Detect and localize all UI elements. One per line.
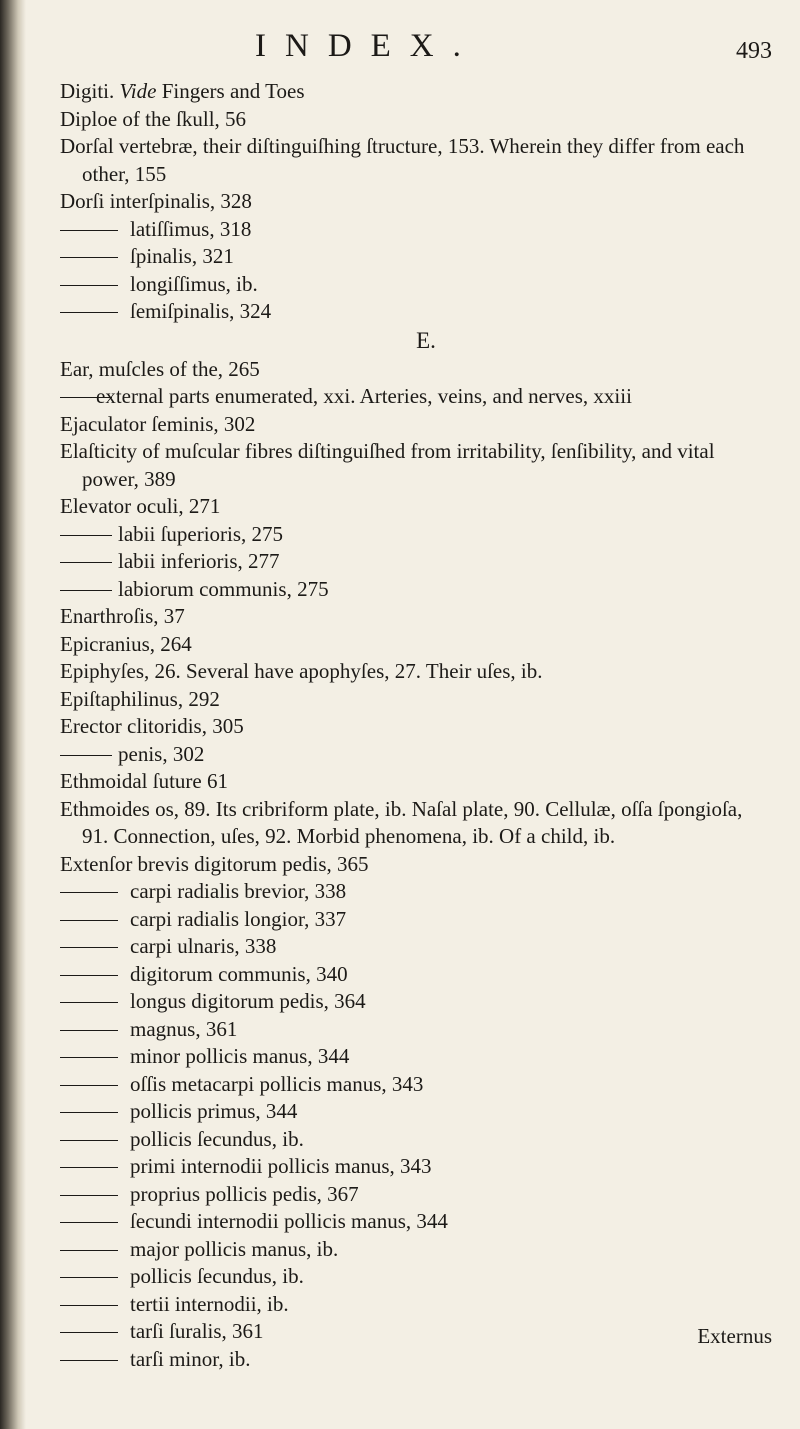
entry-diploe: Diploe of the ſkull, 56 [60,106,247,131]
entry-epicranius: Epicranius, 264 [60,631,192,656]
subentry-erector: penis, 302 [60,741,772,769]
letter-heading-e: E. [416,327,436,353]
entry-ethmoides-os: Ethmoides os, 89. Its cribriform plate, ib. Naſal plate, 90. Cellulæ, oſſa ſpongioſa, 91. Connection, uſes, 92. Morbid phenomena, ib. Of a child, ib. [60,796,743,848]
ditto-dash [60,230,118,231]
subentry-extensor: pollicis primus, 344 [60,1098,772,1126]
ditto-dash [60,1277,118,1278]
subentry-extensor: carpi radialis brevior, 338 [60,878,772,906]
ditto-dash [60,975,118,976]
page-title: INDEX. [255,28,480,64]
subentry-extensor: carpi radialis longior, 337 [60,906,772,934]
subentry-extensor: digitorum communis, 340 [60,961,772,989]
subentry-elevator: labii inferioris, 277 [60,548,772,576]
ditto-dash [60,1030,118,1031]
index-page [60,18,772,1398]
ditto-dash [60,920,118,921]
subentry-extensor: oſſis metacarpi pollicis manus, 343 [60,1071,772,1099]
ditto-dash [60,1057,118,1058]
ditto-dash [60,947,118,948]
subentry-elevator: labii ſuperioris, 275 [60,521,772,549]
ditto-dash [60,1250,118,1251]
subentry-dorsi: latiſſimus, 318 [60,216,772,244]
entry-epiphyses: Epiphyſes, 26. Several have apophyſes, 27. Their uſes, ib. [60,659,543,683]
ditto-dash [60,285,118,286]
ditto-dash [60,1085,118,1086]
subentry-extensor: major pollicis manus, ib. [60,1236,772,1264]
ditto-dash [60,535,112,536]
ditto-dash [60,1195,118,1196]
subentry-extensor: magnus, 361 [60,1016,772,1044]
entry-digiti: Digiti. Vide Fingers and Toes [60,79,305,103]
subentry-extensor: longus digitorum pedis, 364 [60,988,772,1016]
subentry-extensor: primi internodii pollicis manus, 343 [60,1153,772,1181]
entry-erector-clitoridis: Erector clitoridis, 305 [60,714,244,738]
subentry-extensor: ſecundi internodii pollicis manus, 344 [60,1208,772,1236]
subentry-ear: external parts enumerated, xxi. Arteries, veins, and nerves, xxiii [60,383,772,411]
entry-dorsi-interspinalis: Dorſi interſpinalis, 328 [60,189,252,213]
ditto-dash [60,312,118,313]
entry-enarthrosis: Enarthroſis, 37 [60,604,185,628]
ditto-dash [60,1167,118,1168]
subentry-extensor: proprius pollicis pedis, 367 [60,1181,772,1209]
ditto-dash [60,1140,118,1141]
ditto-dash [60,397,112,398]
subentry-dorsi: ſpinalis, 321 [60,243,772,271]
catchword: Externus [697,1324,772,1348]
ditto-dash [60,1360,118,1361]
ditto-dash [60,562,112,563]
ditto-dash [60,1112,118,1113]
subentry-dorsi: ſemiſpinalis, 324 [60,298,772,326]
vide-cross-reference: Vide [119,79,157,103]
book-gutter [0,0,26,1429]
subentry-extensor: tarſi ſuralis, 361 [60,1318,772,1346]
entry-elevator-oculi: Elevator oculi, 271 [60,494,221,518]
entry-ethmoidal-suture: Ethmoidal ſuture 61 [60,769,228,793]
ditto-dash [60,1002,118,1003]
ditto-dash [60,257,118,258]
subentry-elevator: labiorum communis, 275 [60,576,772,604]
entry-ejaculator: Ejaculator ſeminis, 302 [60,411,256,436]
ditto-dash [60,755,112,756]
ditto-dash [60,1305,118,1306]
entry-epistaphilinus: Epiſtaphilinus, 292 [60,686,220,711]
entry-elasticity: Elaſticity of muſcular fibres diſtinguiſhed from irritability, ſenſibility, and vital power, 389 [60,439,715,491]
entry-dorsal-vertebrae: Dorſal vertebræ, their diſtinguiſhing ſtructure, 153. Wherein they differ from each other, 155 [60,134,745,186]
running-head [60,28,772,68]
index-entries [60,78,772,1373]
subentry-extensor: carpi ulnaris, 338 [60,933,772,961]
subentry-extensor: minor pollicis manus, 344 [60,1043,772,1071]
entry-extensor: Extenſor brevis digitorum pedis, 365 [60,851,369,876]
subentry-extensor: pollicis ſecundus, ib. [60,1126,772,1154]
page-number: 493 [736,38,772,64]
ditto-dash [60,590,112,591]
subentry-dorsi: longiſſimus, ib. [60,271,772,299]
ditto-dash [60,1332,118,1333]
entry-ear: Ear, muſcles of the, 265 [60,356,260,381]
subentry-extensor: tertii internodii, ib. [60,1291,772,1319]
ditto-dash [60,1222,118,1223]
ditto-dash [60,892,118,893]
subentry-extensor: pollicis ſecundus, ib. [60,1263,772,1291]
subentry-extensor: tarſi minor, ib. [60,1346,772,1374]
